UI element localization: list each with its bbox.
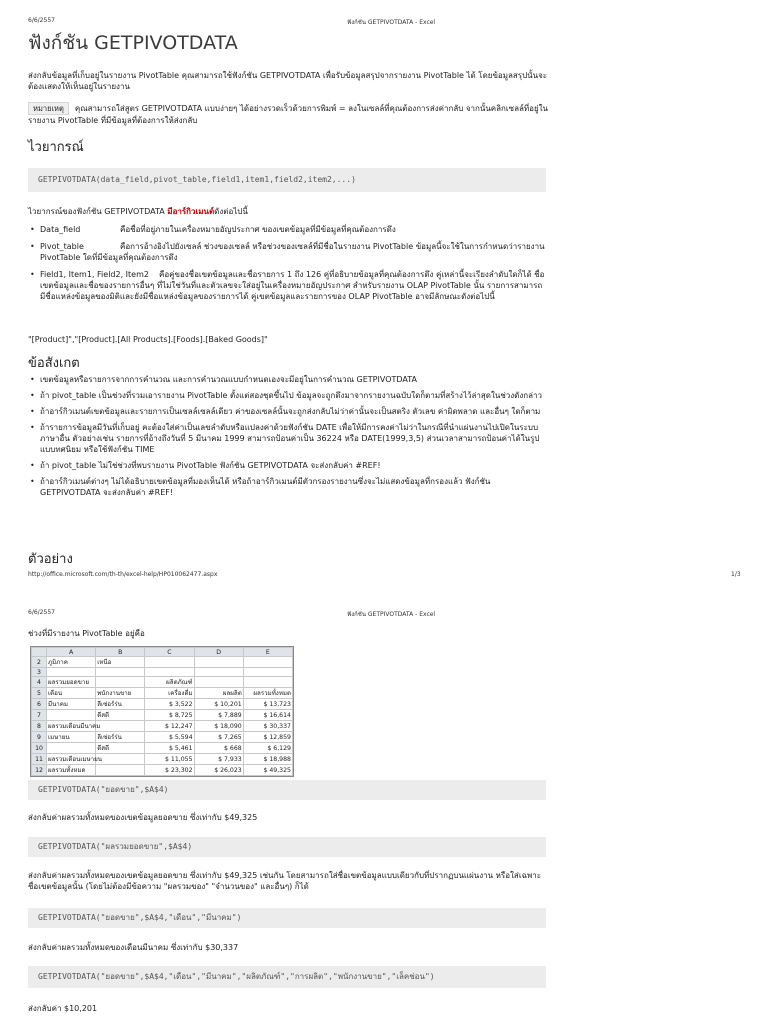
sheet-cell: [243, 677, 292, 688]
sheet-cell: มีนาคม: [47, 699, 96, 710]
page-header-title: ฟังก์ชัน GETPIVOTDATA - Excel: [347, 19, 436, 26]
sheet-row-header: 4: [32, 677, 47, 688]
sheet-cell: $ 13,723: [243, 699, 292, 710]
example-result-4: ส่งกลับค่า $10,201: [28, 1004, 98, 1013]
argument-desc: คือการอ้างอิงไปยังเซลล์ ช่วงของเซลล์ หรือช่วงของเซลล์ที่มีชื่อในรายงาน PivotTable ข้อมูลนี้จะใช้ในการกำหนดว่ารายงาน PivotTable ใดที่มีข้อมูลที่คุณต้องการดึง: [40, 242, 545, 262]
sheet-cell: ผลรวมยอดขาย: [47, 677, 96, 688]
syntax-code-block: GETPIVOTDATA(data_field,pivot_table,field1,item1,field2,item2,...): [28, 168, 546, 192]
footer-page-number: 1/3: [731, 571, 741, 578]
syntax-heading: ไวยากรณ์: [28, 140, 84, 155]
argument-item: [28, 269, 548, 302]
sheet-cell: ผลรวมทั้งหมด: [243, 688, 292, 699]
remarks-list: [28, 374, 548, 498]
sheet-cell: เมษายน: [47, 732, 96, 743]
sheet-cell: [96, 721, 145, 732]
sheet-cell: ลีเซ่อร์ร่น: [96, 732, 145, 743]
sheet-cell: $ 7,265: [194, 732, 243, 743]
sheet-row-header: 9: [32, 732, 47, 743]
sheet-cell: ผลรวมเดือนมีนาคม: [47, 721, 96, 732]
sheet-row-header: 10: [32, 743, 47, 754]
example-heading: ตัวอย่าง: [28, 552, 73, 567]
sheet-col-header: D: [194, 648, 243, 657]
sheet-row: [32, 668, 293, 677]
sheet-cell: $ 10,201: [194, 699, 243, 710]
sheet-cell: $ 6,129: [243, 743, 292, 754]
sheet-col-header: B: [96, 648, 145, 657]
args-link[interactable]: มีอาร์กิวเมนต์: [167, 207, 215, 216]
range-intro: ช่วงที่มีรายงาน PivotTable อยู่คือ: [28, 629, 145, 638]
sheet-row: [32, 710, 293, 721]
example-result-1: ส่งกลับค่าผลรวมทั้งหมดของเขตข้อมูลยอดขาย ซึ่งเท่ากับ $49,325: [28, 813, 258, 822]
sheet-cell: [96, 754, 145, 765]
sheet-cell: เดือน: [47, 688, 96, 699]
args-intro-tail: ดังต่อไปนี้: [214, 207, 248, 216]
sheet-cell: ลีเซ่อร์ร่น: [96, 699, 145, 710]
sheet-cell: [243, 657, 292, 668]
page-header-date: 6/6/2557: [28, 17, 55, 24]
sheet-cell: [194, 657, 243, 668]
sheet-cell: พนักงานขาย: [96, 688, 145, 699]
example-code-3: GETPIVOTDATA("ยอดขาย",$A$4,"เดือน","มีนาคม"): [28, 908, 546, 928]
sheet-cell: $ 12,247: [145, 721, 194, 732]
sheet-cell: $ 5,594: [145, 732, 194, 743]
sheet-cell: เครื่องดื่ม: [145, 688, 194, 699]
sheet-cell: $ 30,337: [243, 721, 292, 732]
sheet-cell: [194, 677, 243, 688]
sheet-cell: $ 23,302: [145, 765, 194, 776]
sheet-row-header: 8: [32, 721, 47, 732]
sheet-cell: [145, 657, 194, 668]
sheet-cell: $ 26,023: [194, 765, 243, 776]
argument-item: [28, 224, 548, 235]
page2-header-date: 6/6/2557: [28, 609, 55, 616]
sheet-cell: ผลรวมเดือนเมษายน: [47, 754, 96, 765]
sheet-row: [32, 732, 293, 743]
sheet-cell: [145, 668, 194, 677]
sheet-row-header: 7: [32, 710, 47, 721]
sheet-corner: [32, 648, 47, 657]
sheet-cell: $ 49,325: [243, 765, 292, 776]
sheet-cell: [96, 677, 145, 688]
sheet-row: [32, 657, 293, 668]
sheet-cell: $ 5,461: [145, 743, 194, 754]
sheet-cell: ดีสตี: [96, 743, 145, 754]
sheet-cell: $ 8,725: [145, 710, 194, 721]
argument-name: Field1, Item1, Field2, Item2: [40, 270, 149, 279]
sheet-cell: $ 7,933: [194, 754, 243, 765]
page2-header-title: ฟังก์ชัน GETPIVOTDATA - Excel: [347, 611, 436, 618]
argument-name: Pivot_table: [40, 242, 84, 251]
sheet-row: [32, 765, 293, 776]
sheet-row: [32, 699, 293, 710]
sheet-column-header-row: [32, 648, 293, 657]
sheet-cell: ผลรวมทั้งหมด: [47, 765, 96, 776]
args-intro: [28, 206, 548, 217]
remark-item: • ถ้าอาร์กิวเมนต์เขตข้อมูลและรายการเป็นเซลล์เซลล์เดียว ค่าของเซลล์นั้นจะถูกส่งกลับไม่ว่าค่านั้นจะเป็นสตริง ตัวเลข ค่าผิดพลาด และอื่นๆ ใดก็ตาม: [28, 406, 548, 417]
sheet-row-header: 11: [32, 754, 47, 765]
sheet-cell: $ 668: [194, 743, 243, 754]
example-code-4: GETPIVOTDATA("ยอดขาย",$A$4,"เดือน","มีนาคม","ผลิตภัณฑ์","การผลิต","พนักงานขาย","เล็คช่อน"): [28, 966, 546, 988]
example-result-2: ส่งกลับค่าผลรวมทั้งหมดของเขตข้อมูลยอดขาย ซึ่งเท่ากับ $49,325 เช่นกัน โดยสามารถใส่ชื่อเขตข้อมูลแบบเดียวกับที่ปรากฏบนแผ่นงาน หรือใส่เฉพาะชื่อเขตข้อมูลนั้น (โดยไม่ต้องมีข้อความ "ผลรวมของ" "จำนวนของ" และอื่นๆ) ก็ได้: [28, 871, 542, 891]
sheet-row-header: 3: [32, 668, 47, 677]
sheet-cell: $ 7,889: [194, 710, 243, 721]
sheet-cell: $ 16,614: [243, 710, 292, 721]
remark-item: • ถ้า pivot_table ไม่ใช่ช่วงที่พบรายงาน PivotTable ฟังก์ชัน GETPIVOTDATA จะส่งกลับค่า #REF!: [28, 460, 548, 471]
argument-desc: คือคู่ของชื่อเขตข้อมูลและชื่อรายการ 1 ถึง 126 คู่ที่อธิบายข้อมูลที่คุณต้องการดึง คู่เหล่านี้จะเรียงลำดับใดก็ได้ ชื่อเขตข้อมูลและชื่อของรายการอื่นๆ ที่ไม่ใช่วันที่และตัวเลขจะใส่อยู่ในเครื่องหมายอัญประกาศ สำหรับรายงาน OLAP PivotTable นั้น รายการสามารถมีชื่อแหล่งข้อมูลของมิติและยังมีชื่อแหล่งข้อมูลของรายการได้ คู่เขตข้อมูลและรายการของ OLAP PivotTable อาจมีลักษณะดังต่อไปนี้: [40, 270, 545, 301]
sheet-row: [32, 677, 293, 688]
sheet-cell: [243, 668, 292, 677]
sheet-cell: [194, 668, 243, 677]
sheet-cell: $ 3,522: [145, 699, 194, 710]
sheet-col-header: A: [47, 648, 96, 657]
sheet-row-header: 12: [32, 765, 47, 776]
sheet-row: [32, 721, 293, 732]
sheet-row: [32, 743, 293, 754]
sheet-col-header: C: [145, 648, 194, 657]
sheet-cell: [47, 743, 96, 754]
remark-item: • เขตข้อมูลหรือรายการจากการคำนวณ และการคำนวณแบบกำหนดเองจะมีอยู่ในการคำนวณ GETPIVOTDATA: [28, 374, 548, 385]
note-text: คุณสามารถใส่สูตร GETPIVOTDATA แบบง่ายๆ ได้อย่างรวดเร็วด้วยการพิมพ์ = ลงในเซลล์ที่คุณต้องการส่งค่ากลับ จากนั้นคลิกเซลล์ที่อยู่ในรายงาน PivotTable ที่มีข้อมูลที่ต้องการให้ส่งกลับ: [28, 104, 549, 125]
olap-example: "[Product]","[Product].[All Products].[Foods].[Baked Goods]": [28, 335, 268, 344]
sheet-cell: $ 11,055: [145, 754, 194, 765]
example-result-3: ส่งกลับค่าผลรวมทั้งหมดของเดือนมีนาคม ซึ่งเท่ากับ $30,337: [28, 943, 239, 952]
note-label: หมายเหตุ: [28, 102, 69, 115]
pivot-table-screenshot: [30, 646, 294, 777]
intro-paragraph: ส่งกลับข้อมูลที่เก็บอยู่ในรายงาน PivotTable คุณสามารถใช้ฟังก์ชัน GETPIVOTDATA เพื่อรับข้อมูลสรุปจากรายงาน PivotTable ได้ โดยข้อมูลสรุปนั้นจะต้องแสดงให้เห็นอยู่ในรายงาน: [28, 71, 548, 91]
example-code-2: GETPIVOTDATA("ผลรวมยอดขาย",$A$4): [28, 837, 546, 857]
note-paragraph: [28, 102, 548, 126]
sheet-cell: ดีสตี: [96, 710, 145, 721]
args-intro-text: ไวยากรณ์ของฟังก์ชัน GETPIVOTDATA: [28, 207, 168, 216]
sheet-cell: ผลผลิต: [194, 688, 243, 699]
remarks-heading: ข้อสังเกต: [28, 356, 80, 371]
sheet-row-header: 6: [32, 699, 47, 710]
sheet-cell: ภูมิภาค: [47, 657, 96, 668]
remark-item: • ถ้า pivot_table เป็นช่วงที่รวมเอารายงาน PivotTable ตั้งแต่สองชุดขึ้นไป ข้อมูลจะถูกดึงมาจากรายงานฉบับใดก็ตามที่สร้างไว้ล่าสุดในช่วงดังกล่าว: [28, 390, 548, 401]
example-code-1: GETPIVOTDATA("ยอดขาย",$A$4): [28, 780, 546, 800]
remark-item: • ถ้าอาร์กิวเมนต์ต่างๆ ไม่ได้อธิบายเขตข้อมูลที่มองเห็นได้ หรือถ้าอาร์กิวเมนต์มีตัวกรองรายงานซึ่งจะไม่แสดงข้อมูลที่กรองแล้ว ฟังก์ชัน GETPIVOTDATA จะส่งกลับค่า #REF!: [28, 476, 548, 498]
sheet-cell: $ 12,859: [243, 732, 292, 743]
sheet-row-header: 2: [32, 657, 47, 668]
sheet-cell: เหนือ: [96, 657, 145, 668]
sheet-col-header: E: [243, 648, 292, 657]
arguments-list: [28, 224, 548, 302]
sheet-row: [32, 688, 293, 699]
argument-name: Data_field: [40, 225, 81, 234]
sheet-cell: [47, 668, 96, 677]
sheet-row: [32, 754, 293, 765]
footer-url[interactable]: http://office.microsoft.com/th-th/excel-help/HP010062477.aspx: [28, 571, 218, 578]
sheet-cell: [96, 668, 145, 677]
sheet-row-header: 5: [32, 688, 47, 699]
page-title: ฟังก์ชัน GETPIVOTDATA: [28, 32, 238, 54]
sheet-cell: $ 18,090: [194, 721, 243, 732]
sheet-cell: [96, 765, 145, 776]
argument-desc: คือชื่อที่อยู่ภายในเครื่องหมายอัญประกาศ ของเขตข้อมูลที่มีข้อมูลที่คุณต้องการดึง: [120, 225, 396, 234]
sheet-cell: $ 18,988: [243, 754, 292, 765]
sheet-cell: ผลิตภัณฑ์: [145, 677, 194, 688]
sheet-cell: [47, 710, 96, 721]
remark-item: • ถ้ารายการข้อมูลมีวันที่เก็บอยู่ คะต้องใส่ค่าเป็นเลขลำดับหรือแปลงค่าด้วยฟังก์ชัน DATE เพื่อให้มีการคงค่าไม่ว่าในกรณีที่นำแผ่นงานไปเปิดในระบบภาษาอื่น ตัวอย่างเช่น รายการที่อ้างถึงวันที่ 5 มีนาคม 1999 สามารถป้อนค่าเป็น 36224 หรือ DATE(1999,3,5) ส่วนเวลาสามารถป้อนค่าได้ในรูปแบบทศนิยม หรือใช้ฟังก์ชัน TIME: [28, 422, 548, 455]
argument-item: [28, 241, 548, 263]
